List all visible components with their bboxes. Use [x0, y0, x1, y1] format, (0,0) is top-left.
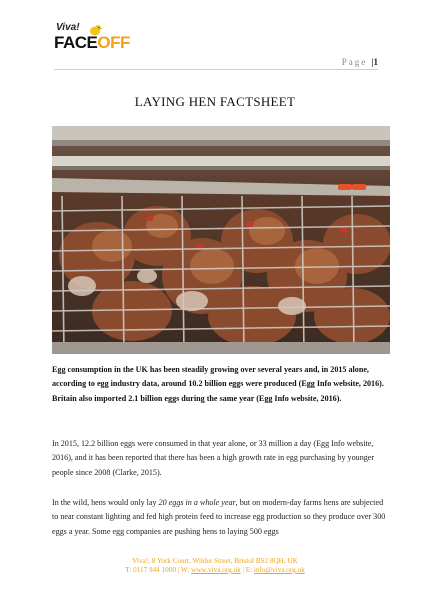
website-link[interactable]: www.viva.org.uk	[191, 566, 241, 574]
page-number: Page |1	[341, 57, 378, 67]
header-divider	[54, 69, 378, 70]
paragraph-1: Egg consumption in the UK has been steadily growing over several years and, in 2015 alone, according to egg industry data, around 10.2 billion eggs were produced (Egg Info website, 2016). Britain also imported 2.1 billion eggs during the same year (Egg Info website, 2016).	[52, 365, 384, 403]
logo-face-off-text: FACEOFF	[54, 33, 130, 52]
document-title: LAYING HEN FACTSHEET	[134, 94, 296, 109]
logo-viva-text: Viva!	[56, 22, 80, 33]
caged-hens-photo	[52, 126, 390, 354]
paragraph-2: In 2015, 12.2 billion eggs were consumed in that year alone, or 33 million a day (Egg Info website, 2016), and it has been reported that there has been a high growth rate in egg purchasing by younger people since 2008 (Clarke, 2015).	[52, 439, 375, 477]
footer-address: Viva!, 8 York Court, Wilder Street, Bristol BS2 8QH, UK	[132, 557, 298, 565]
email-link[interactable]: info@viva.org.uk	[253, 566, 305, 574]
footer-contact: T: 0117 944 1000 | W: www.viva.org.uk | E: info@viva.org.uk	[125, 566, 305, 574]
paragraph-3: In the wild, hens would only lay 20 eggs in a whole year, but on modern-day farms hens are subjected to near constant lighting and fed high protein feed to increase egg production so they produce over 300 eggs a year. Some egg companies are pushing hens to laying 500 eggs	[52, 498, 386, 536]
viva-face-off-logo	[54, 22, 130, 64]
